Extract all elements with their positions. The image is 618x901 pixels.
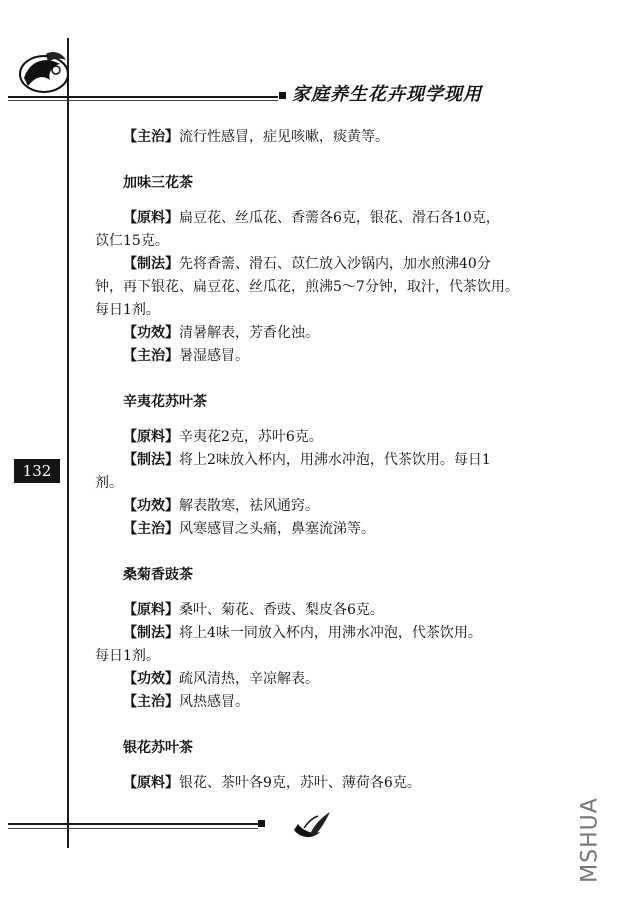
recipe-method-cont: 每日1剂。 xyxy=(95,648,160,664)
field-text: 风寒感冒之头痛，鼻塞流涕等。 xyxy=(179,521,375,537)
recipe-indication xyxy=(95,345,550,368)
field-label: 【制法】 xyxy=(123,625,179,641)
field-label: 【原料】 xyxy=(123,602,179,618)
page-body xyxy=(95,126,550,795)
watermark xyxy=(560,785,618,895)
recipe-effect xyxy=(95,668,550,691)
field-label: 【主治】 xyxy=(123,694,179,710)
recipe-ingredients xyxy=(95,426,550,449)
field-label: 【功效】 xyxy=(123,671,179,687)
field-label: 【主治】 xyxy=(123,129,179,145)
footer-rule-thin xyxy=(8,828,258,829)
recipe-effect xyxy=(95,495,550,518)
intro-indication xyxy=(95,126,550,149)
field-text: 先将香薷、滑石、苡仁放入沙锅内，加水煎沸40分 xyxy=(179,256,491,272)
recipe-ingredients-cont: 苡仁15克。 xyxy=(95,233,169,249)
recipe-method-cont: 每日1剂。 xyxy=(95,302,160,318)
field-text: 暑湿感冒。 xyxy=(179,348,249,364)
margin-vertical-rule xyxy=(67,38,69,848)
recipe-title: 银花苏叶茶 xyxy=(123,740,193,756)
field-label: 【功效】 xyxy=(123,325,179,341)
recipe-title: 加味三花茶 xyxy=(123,175,193,191)
recipe-method xyxy=(95,622,550,645)
running-header-title: 家庭养生花卉现学现用 xyxy=(292,84,482,105)
field-label: 【原料】 xyxy=(123,775,179,791)
field-text: 清暑解表，芳香化浊。 xyxy=(179,325,319,341)
field-label: 【原料】 xyxy=(123,429,179,445)
footer-rule xyxy=(8,823,258,825)
field-label: 【制法】 xyxy=(123,256,179,272)
field-label: 【主治】 xyxy=(123,521,179,537)
header-rule xyxy=(8,96,278,98)
field-text: 风热感冒。 xyxy=(179,694,249,710)
recipe-method-cont: 钟，再下银花、扁豆花、丝瓜花，煎沸5～7分钟，取汁，代茶饮用。 xyxy=(95,279,519,295)
recipe-ingredients xyxy=(95,599,550,622)
recipe-method xyxy=(95,253,550,276)
field-text: 将上2味放入杯内，用沸水冲泡，代茶饮用。每日1 xyxy=(179,452,491,468)
watermark-text: MSHUA xyxy=(577,797,603,883)
recipe-ingredients xyxy=(95,772,550,795)
field-text: 解表散寒，祛风通窍。 xyxy=(179,498,319,514)
recipe-effect xyxy=(95,322,550,345)
footer-square-bullet-icon xyxy=(258,820,265,827)
recipe-indication xyxy=(95,691,550,714)
header-emblem-icon xyxy=(16,48,72,96)
field-text: 疏风清热，辛凉解表。 xyxy=(179,671,319,687)
recipe-ingredients xyxy=(95,207,550,230)
field-text: 扁豆花、丝瓜花、香薷各6克，银花、滑石各10克， xyxy=(179,210,500,226)
field-text: 流行性感冒，症见咳嗽，痰黄等。 xyxy=(179,129,389,145)
field-text: 桑叶、菊花、香豉、梨皮各6克。 xyxy=(179,602,384,618)
field-label: 【原料】 xyxy=(123,210,179,226)
header-rule-thin xyxy=(8,100,278,101)
field-text: 辛夷花2克，苏叶6克。 xyxy=(179,429,323,445)
field-label: 【功效】 xyxy=(123,498,179,514)
field-label: 【主治】 xyxy=(123,348,179,364)
recipe-title: 辛夷花苏叶茶 xyxy=(123,394,207,410)
page-number-tab: 132 xyxy=(14,459,60,483)
header-square-bullet-icon xyxy=(279,92,286,99)
field-label: 【制法】 xyxy=(123,452,179,468)
footer-ornament-icon xyxy=(290,808,336,844)
recipe-method-cont: 剂。 xyxy=(95,475,123,491)
recipe-method xyxy=(95,449,550,472)
recipe-indication xyxy=(95,518,550,541)
recipe-title: 桑菊香豉茶 xyxy=(123,567,193,583)
field-text: 银花、茶叶各9克，苏叶、薄荷各6克。 xyxy=(179,775,421,791)
field-text: 将上4味一同放入杯内，用沸水冲泡，代茶饮用。 xyxy=(179,625,482,641)
